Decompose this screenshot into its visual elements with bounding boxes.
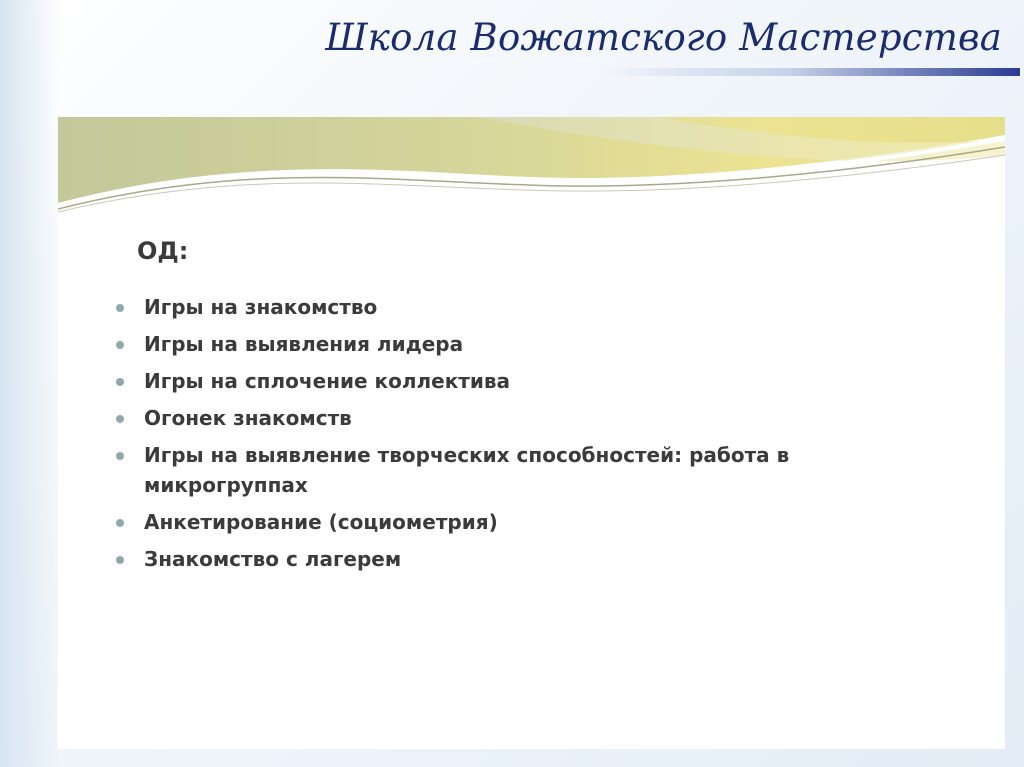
decorative-wave [58, 117, 1005, 217]
list-item-text: Игры на выявления лидера [144, 332, 464, 356]
section-heading: ОД: [137, 237, 189, 265]
background-left-gradient [0, 0, 60, 767]
bullet-icon [116, 341, 124, 349]
list-item [116, 366, 916, 396]
bullet-icon [116, 378, 124, 386]
bullet-icon [116, 452, 124, 460]
list-item [116, 544, 916, 574]
list-item-text: Знакомство с лагерем [144, 547, 402, 571]
list-item [116, 292, 916, 322]
list-item [116, 403, 916, 433]
list-item [116, 329, 916, 359]
bullet-icon [116, 519, 124, 527]
content-panel [58, 117, 1005, 749]
list-item-text: Анкетирование (социометрия) [144, 510, 498, 534]
title-underline [600, 68, 1020, 76]
list-item-text: Игры на выявление творческих способностей: работа в микрогруппах [144, 443, 790, 497]
bullet-icon [116, 415, 124, 423]
bullet-list [116, 292, 916, 581]
bullet-icon [116, 304, 124, 312]
list-item-text: Игры на знакомство [144, 295, 378, 319]
bullet-icon [116, 556, 124, 564]
list-item-text: Игры на сплочение коллектива [144, 369, 511, 393]
list-item [116, 440, 916, 500]
slide-title: Школа Вожатского Мастерства [325, 16, 1002, 59]
list-item-text: Огонек знакомств [144, 406, 352, 430]
list-item [116, 507, 916, 537]
